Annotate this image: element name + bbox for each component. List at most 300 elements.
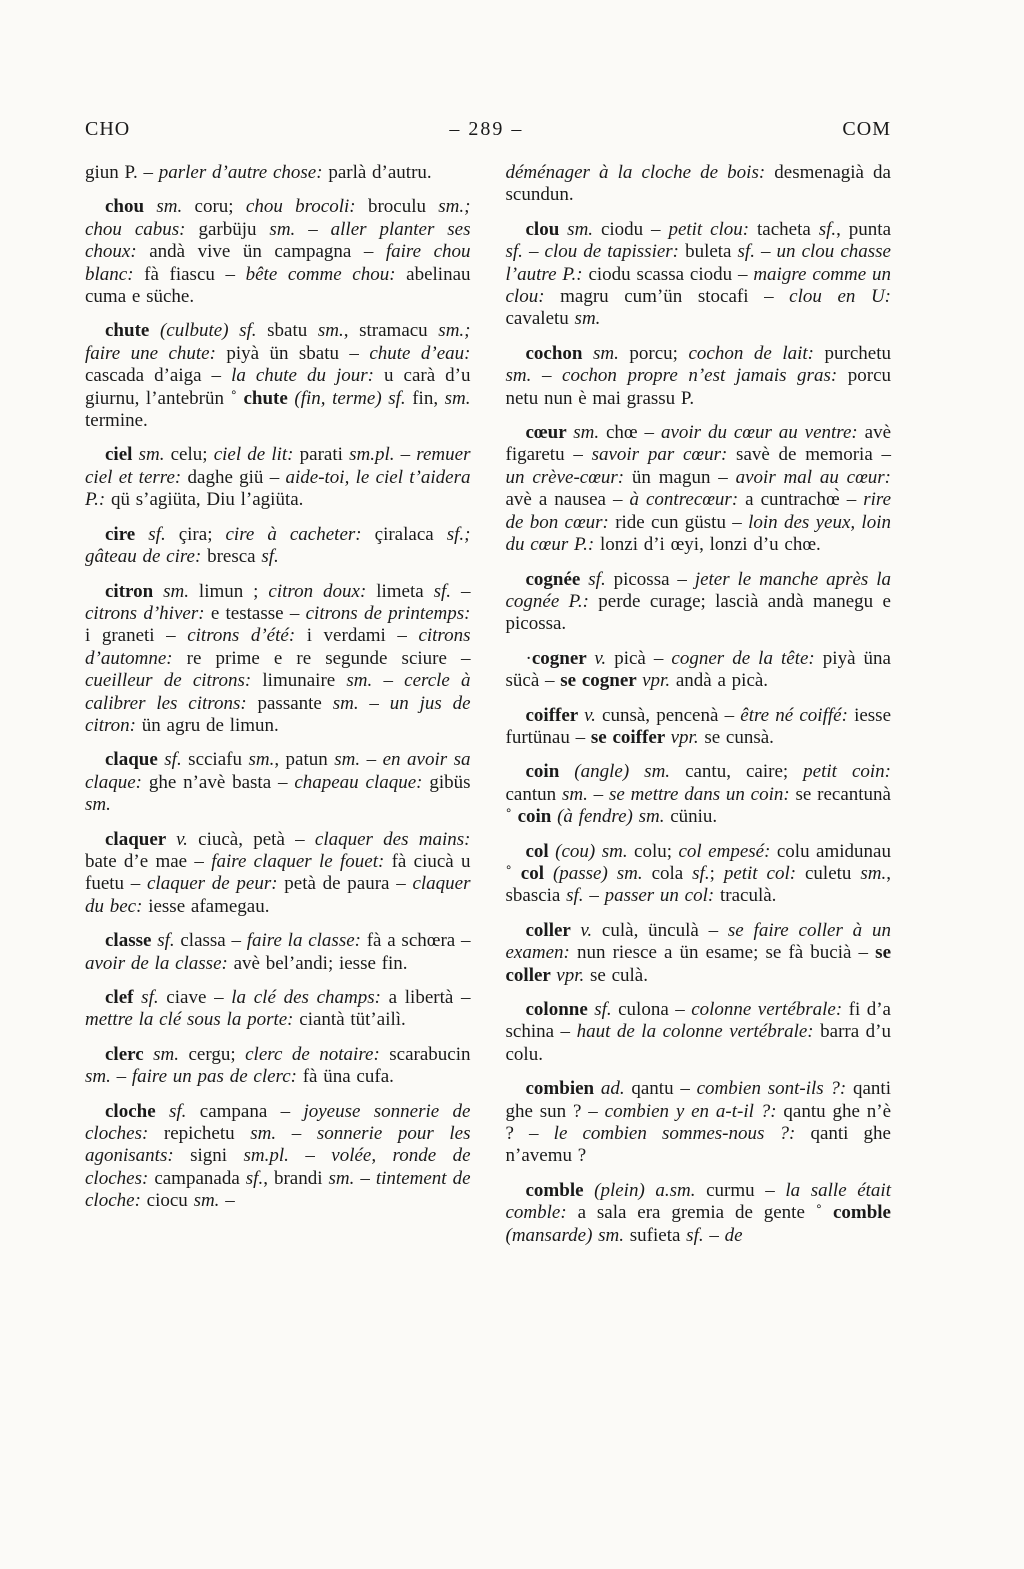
text-run: , sbascia bbox=[505, 862, 891, 907]
text-run: cochon propre n’est jamais gras: bbox=[562, 365, 848, 387]
text-run: le combien sommes-nous ?: bbox=[553, 1123, 811, 1145]
text-run: – bbox=[354, 1167, 376, 1189]
text-run: lonzi d’i œyi, lonzi d’u chœ. bbox=[599, 534, 821, 556]
text-run: ad. bbox=[600, 1078, 632, 1100]
text-run: sf. bbox=[686, 1224, 704, 1246]
text-run: – bbox=[587, 783, 609, 805]
text-run: se cunsà. bbox=[704, 726, 774, 748]
text-run: sufieta bbox=[629, 1224, 687, 1246]
headword: claquer bbox=[105, 828, 177, 850]
dictionary-entry bbox=[85, 987, 471, 1032]
text-run: avoir du cœur au ventre: bbox=[660, 422, 865, 444]
text-run: sm. bbox=[332, 692, 359, 714]
text-run: loin des yeux, loin du cœur P.: bbox=[505, 511, 891, 556]
text-run: – bbox=[372, 670, 405, 692]
text-run: (mansarde) sm. bbox=[505, 1224, 630, 1246]
text-run: à contrecœur: bbox=[629, 489, 746, 511]
text-run: (plein) a.sm. bbox=[594, 1179, 707, 1201]
text-run: la clé des champs: bbox=[231, 987, 389, 1008]
text-run: vpr. bbox=[556, 964, 590, 986]
text-run: magru cum’ün stocafi – bbox=[560, 286, 790, 308]
text-run: scciafu bbox=[188, 749, 249, 771]
text-run: combien sont-ils ?: bbox=[696, 1078, 853, 1100]
text-run: picossa – bbox=[613, 568, 695, 590]
text-run: col empesé: bbox=[678, 840, 777, 862]
text-run: (angle) sm. bbox=[574, 761, 686, 783]
text-run: campana – bbox=[199, 1100, 304, 1122]
text-run: cogner de la tête: bbox=[671, 647, 823, 669]
text-run: qantu – bbox=[631, 1078, 697, 1100]
text-run: sf. bbox=[594, 999, 619, 1020]
text-run: sm. bbox=[317, 320, 344, 342]
text-run: coru; bbox=[194, 196, 246, 218]
guide-word-left: CHO bbox=[85, 118, 131, 140]
dictionary-entry bbox=[85, 829, 471, 919]
headword: citron bbox=[105, 580, 164, 602]
text-run: sm. bbox=[153, 1043, 189, 1065]
text-run: – bbox=[754, 241, 777, 263]
text-run: ciocu bbox=[146, 1190, 194, 1212]
text-run: cavaletu bbox=[505, 308, 575, 330]
text-run: · bbox=[525, 647, 532, 669]
text-run: sf. bbox=[505, 241, 523, 263]
text-run: se faire coller à un examen: bbox=[505, 919, 891, 964]
text-run: andà a picà. bbox=[675, 670, 769, 692]
text-run: desmenagià da scundun. bbox=[505, 162, 891, 206]
text-run: ciantà tüt’ailì. bbox=[299, 1009, 406, 1031]
text-run: sm. bbox=[328, 1167, 355, 1189]
text-run: sm. bbox=[574, 308, 601, 330]
text-run: gibüs bbox=[429, 771, 471, 793]
text-run: clou en U: bbox=[789, 286, 891, 308]
text-run: sf. bbox=[588, 568, 614, 590]
text-run: sm. bbox=[573, 422, 606, 444]
text-run: fà üna cufa. bbox=[302, 1066, 394, 1088]
text-run: campanada bbox=[154, 1167, 246, 1189]
text-run: mettre la clé sous la porte: bbox=[85, 1009, 300, 1031]
text-run: sm. bbox=[505, 365, 532, 387]
text-run: u carà d’u giurnu, l’antebrün ˚ bbox=[85, 365, 471, 409]
text-run: aller planter ses choux: bbox=[85, 218, 471, 263]
text-run: porcu netu nun è mai grassu P. bbox=[505, 365, 892, 409]
text-run: petit col: bbox=[723, 862, 805, 884]
dictionary-entry bbox=[85, 581, 471, 738]
text-run: sf. bbox=[433, 580, 452, 602]
text-run: curmu – bbox=[706, 1179, 786, 1201]
dictionary-entry bbox=[85, 320, 471, 432]
headword: coiffer bbox=[525, 704, 585, 726]
headword: se coller bbox=[505, 942, 891, 986]
text-run: chou brocoli: bbox=[245, 196, 368, 218]
text-run: qanti ghe sun ? – bbox=[505, 1078, 891, 1122]
text-run: sm. bbox=[346, 670, 373, 692]
text-run: citrons d’été: bbox=[187, 625, 307, 647]
text-run: cantun bbox=[505, 783, 562, 805]
dictionary-entry bbox=[506, 705, 892, 750]
text-run: sf. bbox=[261, 546, 279, 568]
text-run: avè bel’andi; iesse fin. bbox=[233, 952, 408, 974]
text-run: sf. bbox=[148, 523, 179, 545]
text-run: çira; bbox=[178, 523, 226, 545]
dictionary-entry bbox=[85, 1044, 471, 1089]
text-run: sf. bbox=[169, 1100, 200, 1122]
entry-continuation bbox=[506, 162, 892, 207]
text-run: déménager à la cloche de bois: bbox=[505, 162, 775, 183]
headword: clerc bbox=[105, 1043, 154, 1065]
text-run: sm. bbox=[567, 218, 601, 240]
text-run: – bbox=[288, 1145, 332, 1167]
text-run: – bbox=[522, 241, 545, 263]
text-columns bbox=[85, 162, 891, 1259]
text-run: passer un col: bbox=[604, 885, 720, 907]
text-run: , patun bbox=[274, 749, 335, 771]
text-run: cergu; bbox=[188, 1043, 246, 1065]
text-run: qantu ghe n’è ? – bbox=[505, 1100, 891, 1145]
text-run: a cuntrachœ̀ – bbox=[745, 489, 864, 511]
text-run: ün agru de limun. bbox=[141, 714, 279, 736]
text-run: se mettre dans un coin: bbox=[608, 783, 796, 805]
text-run: être né coiffé: bbox=[740, 704, 855, 726]
text-run: tintement de cloche: bbox=[85, 1167, 471, 1212]
text-run: sf. bbox=[737, 241, 755, 263]
dictionary-entry bbox=[85, 930, 471, 975]
text-run: buleta bbox=[685, 241, 738, 263]
text-run: sf. bbox=[164, 749, 189, 771]
text-run: scarabucin bbox=[389, 1043, 471, 1065]
headword: coin bbox=[517, 806, 558, 828]
text-run: piyà üna sücà – bbox=[505, 647, 891, 692]
text-run: sm. bbox=[250, 1123, 277, 1145]
text-run: – bbox=[295, 218, 331, 240]
headword: claque bbox=[105, 749, 165, 771]
text-run: sm. bbox=[444, 387, 471, 409]
page-header bbox=[85, 118, 891, 141]
column-left bbox=[85, 162, 471, 1259]
text-run: limunaire bbox=[262, 670, 347, 692]
dictionary-entry bbox=[506, 569, 892, 636]
text-run: repichetu bbox=[163, 1123, 251, 1145]
column-right bbox=[506, 162, 892, 1259]
text-run: fin, bbox=[412, 387, 445, 409]
headword: clou bbox=[525, 218, 568, 240]
text-run: citron doux: bbox=[268, 580, 377, 602]
dictionary-entry bbox=[85, 196, 471, 308]
text-run: çiralaca bbox=[374, 523, 447, 545]
text-run: combien y en a-t-il ?: bbox=[604, 1100, 784, 1122]
dictionary-entry bbox=[506, 761, 892, 828]
dictionary-entry bbox=[506, 219, 892, 331]
headword: colonne bbox=[525, 999, 595, 1020]
text-run: sm. bbox=[85, 794, 111, 816]
dictionary-entry bbox=[506, 422, 892, 556]
text-run: ciodu scassa ciodu – bbox=[588, 263, 754, 285]
text-run: se culà. bbox=[590, 964, 648, 986]
text-run: cercle à calibrer les citrons: bbox=[85, 670, 471, 714]
dictionary-entry bbox=[506, 1078, 892, 1168]
headword: cogner bbox=[531, 647, 595, 669]
text-run: chute d’eau: bbox=[369, 342, 471, 364]
text-run: – bbox=[219, 1190, 235, 1212]
headword: comble bbox=[525, 1179, 595, 1201]
text-run: andà vive ün campagna – bbox=[149, 241, 386, 263]
headword: chou bbox=[105, 196, 157, 218]
text-run: parati bbox=[299, 444, 350, 466]
text-run: sm.pl. bbox=[349, 444, 395, 466]
text-run: bate d’e mae – bbox=[85, 850, 212, 872]
text-run: cantu, caire; bbox=[685, 761, 804, 783]
text-run: cochon de lait: bbox=[688, 342, 825, 364]
text-run: un clou chasse l’autre P.: bbox=[505, 241, 891, 285]
text-run: cascada d’aiga – bbox=[85, 365, 232, 387]
text-run: broculu bbox=[367, 196, 439, 218]
text-run: sf. bbox=[692, 862, 710, 884]
text-run: ciucà, petà – bbox=[198, 828, 315, 850]
text-run: v. bbox=[580, 919, 602, 941]
text-run: de bbox=[724, 1224, 743, 1246]
text-run: bresca bbox=[207, 546, 262, 568]
text-run: signi bbox=[190, 1145, 244, 1167]
text-run: traculà. bbox=[719, 885, 777, 907]
dictionary-entry bbox=[85, 444, 471, 511]
text-run: , punta bbox=[836, 218, 892, 240]
dictionary-entry bbox=[506, 920, 892, 987]
headword: col bbox=[520, 862, 553, 884]
headword: clef bbox=[105, 987, 142, 1008]
text-run: avoir de la classe: bbox=[85, 952, 234, 974]
text-run: ciodu – bbox=[600, 218, 669, 240]
text-run: v. bbox=[594, 647, 615, 669]
text-run: limeta bbox=[376, 580, 434, 602]
text-run: colu amidunau ˚ bbox=[505, 840, 891, 884]
text-run: claquer de peur: bbox=[146, 873, 285, 895]
text-run: v. bbox=[584, 704, 603, 726]
text-run: un jus de citron: bbox=[85, 692, 471, 736]
text-run: sm. bbox=[561, 783, 588, 805]
text-run: volée, ronde de cloches: bbox=[85, 1145, 471, 1189]
text-run: avè figaretu – bbox=[505, 422, 892, 466]
text-run: i graneti – bbox=[85, 625, 188, 647]
text-run: haut de la colonne vertébrale: bbox=[576, 1021, 821, 1043]
text-run: cire à cacheter: bbox=[225, 523, 375, 545]
text-run: avè a nausea – bbox=[505, 489, 630, 511]
dictionary-entry bbox=[506, 999, 892, 1066]
text-run: claquer du bec: bbox=[85, 873, 471, 917]
text-run: sm.pl. bbox=[243, 1145, 289, 1167]
text-run: (passe) sm. bbox=[552, 862, 652, 884]
text-run: – bbox=[110, 1066, 132, 1088]
text-run: colu; bbox=[634, 840, 679, 862]
text-run: v. bbox=[176, 828, 199, 850]
text-run: ; bbox=[709, 862, 724, 884]
text-run: piyà ün sbatu – bbox=[226, 342, 370, 364]
text-run: faire la classe: bbox=[246, 930, 367, 952]
text-run: perde curage; lascià andà manegu e picossa. bbox=[505, 590, 891, 635]
text-run: , stramacu bbox=[343, 320, 439, 342]
text-run: parlà d’autru. bbox=[328, 162, 432, 183]
text-run: citrons d’automne: bbox=[85, 625, 471, 669]
text-run: cueilleur de citrons: bbox=[85, 670, 263, 692]
page-number: – 289 – bbox=[449, 118, 524, 140]
text-run: tacheta bbox=[757, 218, 819, 240]
text-run: a sala era gremia de gente ˚ bbox=[577, 1202, 833, 1224]
headword: classe bbox=[105, 930, 158, 952]
text-run: sm. bbox=[85, 1066, 111, 1088]
text-run: sm. bbox=[860, 862, 887, 884]
text-run: sm. bbox=[269, 218, 296, 240]
text-run: sm.; chou cabus: bbox=[85, 196, 471, 240]
text-run: sm. bbox=[138, 444, 171, 466]
text-run: picà – bbox=[614, 647, 672, 669]
text-run: (à fendre) sm. bbox=[557, 806, 671, 828]
text-run: nun riesce a ün esame; se fà bucià – bbox=[576, 942, 876, 964]
text-run: – bbox=[394, 444, 417, 466]
dictionary-entry bbox=[506, 648, 892, 693]
text-run: (cou) sm. bbox=[555, 840, 635, 862]
text-run: chapeau claque: bbox=[294, 771, 430, 793]
text-run: – bbox=[583, 885, 605, 907]
dictionary-entry bbox=[85, 1101, 471, 1213]
text-run: chœ – bbox=[605, 422, 661, 444]
headword: comble bbox=[832, 1202, 891, 1224]
text-run: sm. bbox=[156, 196, 195, 218]
text-run: petà de paura – bbox=[284, 873, 413, 895]
text-run: qü s’agiüta, Diu l’agiüta. bbox=[110, 489, 304, 511]
text-run: savè de memoria – bbox=[736, 444, 892, 466]
text-run: claquer des mains: bbox=[314, 828, 471, 850]
text-run: rire de bon cœur: bbox=[505, 489, 891, 533]
text-run: abelinau cuma e süche. bbox=[85, 263, 471, 308]
text-run: e testasse – bbox=[210, 602, 306, 624]
text-run: remuer ciel et terre: bbox=[85, 444, 471, 488]
text-run: porcu; bbox=[629, 342, 689, 364]
headword: cloche bbox=[105, 1100, 169, 1122]
text-run: garbüju bbox=[198, 218, 270, 240]
text-run: sf. bbox=[141, 987, 167, 1008]
headword: se cogner bbox=[560, 670, 643, 692]
text-run: citrons d’hiver: bbox=[85, 602, 211, 624]
text-run: sm. bbox=[193, 1190, 220, 1212]
dictionary-entry bbox=[506, 841, 892, 908]
text-run: passante bbox=[257, 692, 333, 714]
text-run: se recantunà ˚ bbox=[505, 783, 891, 828]
text-run: cüniu. bbox=[670, 806, 718, 828]
text-run: avoir mal au cœur: bbox=[735, 466, 892, 488]
text-run: qanti ghe n’avemu ? bbox=[505, 1123, 891, 1167]
text-run: sm. bbox=[593, 342, 630, 364]
text-run: daghe giü – bbox=[187, 466, 286, 488]
text-run: faire claquer le fouet: bbox=[211, 850, 392, 872]
text-run: purchetu bbox=[824, 342, 891, 364]
headword: chute bbox=[105, 320, 160, 342]
text-run: aide-toi, le ciel t’aidera P.: bbox=[85, 466, 471, 511]
text-run: – bbox=[451, 580, 471, 602]
text-run: sm. bbox=[163, 580, 199, 602]
text-run: en avoir sa claque: bbox=[85, 749, 471, 793]
text-run: ciave – bbox=[166, 987, 232, 1008]
text-run: fà fiascu – bbox=[144, 263, 246, 285]
text-run: (fin, terme) sf. bbox=[294, 387, 413, 409]
text-run: (culbute) sf. bbox=[159, 320, 268, 342]
text-run: celu; bbox=[170, 444, 214, 466]
text-run: classa – bbox=[180, 930, 247, 952]
text-run: bête comme chou: bbox=[245, 263, 407, 285]
text-run: faire chou blanc: bbox=[85, 241, 471, 285]
text-run: sonnerie pour les agonisants: bbox=[85, 1123, 471, 1167]
text-run: parler d’autre chose: bbox=[158, 162, 329, 183]
text-run: petit coin: bbox=[803, 761, 891, 783]
text-run: , brandi bbox=[263, 1167, 329, 1189]
text-run: cunsà, pencenà – bbox=[602, 704, 741, 726]
text-run: – bbox=[531, 365, 563, 387]
text-run: faire un pas de clerc: bbox=[131, 1066, 303, 1088]
text-run: sf. bbox=[818, 218, 837, 240]
headword: cognée bbox=[525, 568, 589, 590]
text-run: clou de tapissier: bbox=[544, 241, 686, 263]
text-run: culona – bbox=[618, 999, 692, 1020]
guide-word-right: COM bbox=[842, 118, 891, 140]
dictionary-entry bbox=[85, 749, 471, 816]
headword: cœur bbox=[525, 422, 574, 444]
text-run: colonne vertébrale: bbox=[691, 999, 849, 1020]
dictionary-entry bbox=[85, 524, 471, 569]
text-run: la chute du jour: bbox=[231, 365, 385, 387]
text-run: giun P. – bbox=[85, 162, 159, 183]
text-run: fi d’a schina – bbox=[505, 999, 891, 1043]
text-run: – bbox=[276, 1123, 317, 1145]
text-run: – bbox=[360, 749, 383, 771]
text-run: sf.; gâteau de cire: bbox=[85, 523, 471, 568]
text-run: joyeuse sonnerie de cloches: bbox=[85, 1100, 471, 1145]
text-run: barra d’u colu. bbox=[505, 1021, 891, 1065]
text-run: savoir par cœur: bbox=[591, 444, 737, 466]
dictionary-entry bbox=[506, 343, 892, 410]
entry-continuation bbox=[85, 162, 471, 184]
headword: coller bbox=[525, 919, 581, 941]
headword: ciel bbox=[105, 444, 139, 466]
text-run: culetu bbox=[805, 862, 861, 884]
text-run: sm. bbox=[248, 749, 275, 771]
text-run: sbatu bbox=[267, 320, 318, 342]
text-run: un crève-cœur: bbox=[505, 466, 632, 488]
text-run: fà ciucà u fuetu – bbox=[85, 850, 471, 895]
text-run: petit clou: bbox=[668, 218, 758, 240]
text-run: jeter le manche après la cognée P.: bbox=[505, 568, 891, 612]
text-run: ride cun güstu – bbox=[615, 511, 749, 533]
text-run: vpr. bbox=[642, 670, 676, 692]
text-run: i verdami – bbox=[306, 625, 419, 647]
text-run: ghe n’avè basta – bbox=[148, 771, 295, 793]
text-run: sf. bbox=[566, 885, 584, 907]
dictionary-entry bbox=[506, 1180, 892, 1247]
text-run: vpr. bbox=[670, 726, 705, 748]
text-run: iesse furtünau – bbox=[505, 704, 892, 748]
text-run: a libertà – bbox=[388, 987, 471, 1008]
text-run: fà a schœra – bbox=[366, 930, 471, 952]
text-run: – bbox=[358, 692, 390, 714]
text-run: iesse afamegau. bbox=[148, 895, 270, 917]
text-run: – bbox=[703, 1224, 725, 1246]
text-run: citrons de printemps: bbox=[305, 602, 471, 624]
text-run: maigre comme un clou: bbox=[505, 263, 891, 308]
headword: chute bbox=[243, 387, 295, 409]
headword: cire bbox=[105, 523, 149, 545]
text-run: sf. bbox=[157, 930, 181, 952]
headword: cochon bbox=[525, 342, 594, 364]
headword: col bbox=[525, 840, 556, 862]
text-run: ün magun – bbox=[631, 466, 736, 488]
text-run: la salle était comble: bbox=[505, 1179, 891, 1224]
text-run: limun ; bbox=[198, 580, 269, 602]
